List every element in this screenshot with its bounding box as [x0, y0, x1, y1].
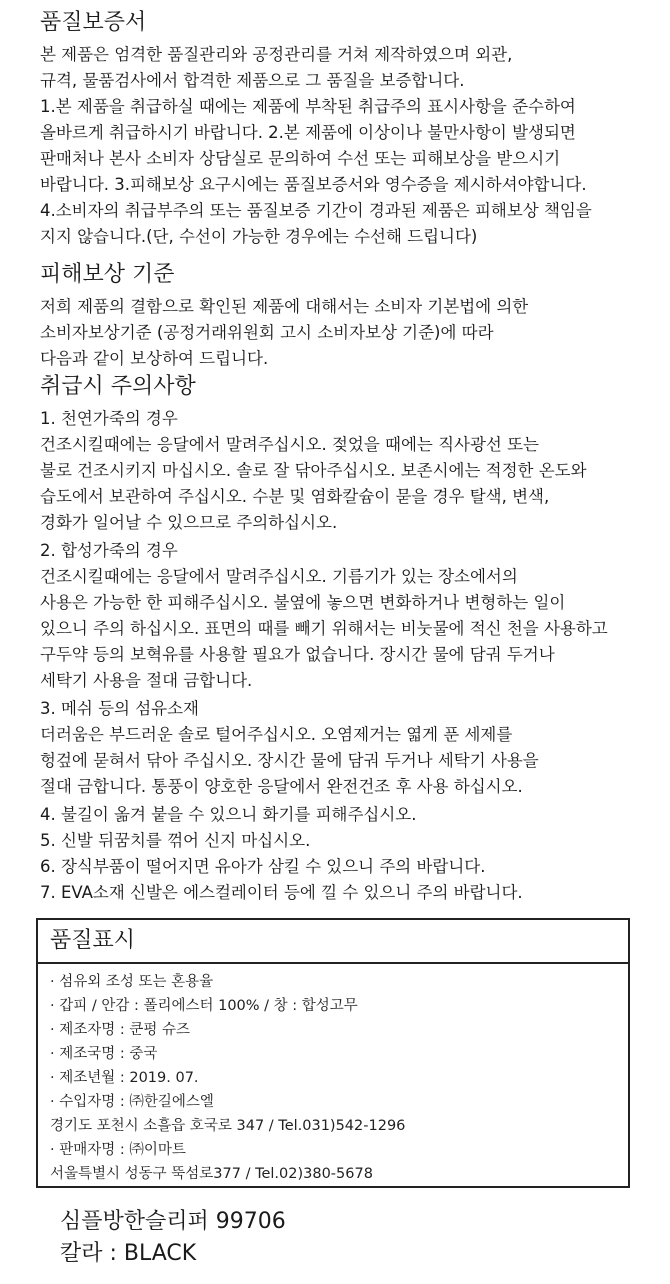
warranty-line: 올바르게 취급하시기 바랍니다. 2.본 제품에 이상이나 불만사항이 발생되면 — [40, 123, 576, 142]
quality-line: · 판매자명 : ㈜이마트 — [50, 1142, 186, 1158]
compensation-title: 피해보상 기준 — [40, 262, 175, 287]
warranty-line: 규격, 물품검사에서 합격한 제품으로 그 품질을 보증합니다. — [40, 71, 465, 90]
warranty-line: 4.소비자의 취급부주의 또는 품질보증 기간이 경과된 제품은 피해보상 책임을 — [40, 201, 592, 220]
warranty-line: 바랍니다. 3.피해보상 요구시에는 품질보증서와 영수증을 제시하셔야합니다. — [40, 175, 587, 194]
fiber-line: 더러움은 부드러운 솔로 털어주십시오. 오염제거는 엷게 푼 세제를 — [40, 725, 513, 744]
leather-line: 경화가 일어날 수 있으므로 주의하십시오. — [40, 513, 338, 532]
quality-line: 서울특별시 성동구 뚝섬로377 / Tel.02)380-5678 — [50, 1166, 373, 1182]
synthetic-line: 구두약 등의 보혁유를 사용할 필요가 없습니다. 장시간 물에 담궈 두거나 — [40, 645, 555, 664]
quality-title: 품질표시 — [50, 928, 136, 953]
fiber-line: 절대 금합니다. 통풍이 양호한 응달에서 완전건조 후 사용 하십시오. — [40, 777, 523, 796]
synthetic-line: 건조시킬때에는 응달에서 말려주십시오. 기름기가 있는 장소에서의 — [40, 567, 518, 586]
fiber-title: 3. 메쉬 등의 섬유소재 — [40, 699, 199, 718]
synthetic-line: 세탁기 사용을 절대 금합니다. — [40, 671, 253, 690]
quality-line: · 제조년월 : 2019. 07. — [50, 1070, 199, 1086]
caution-title: 취급시 주의사항 — [40, 374, 196, 399]
warranty-line: 판매처나 본사 소비자 상담실로 문의하여 수선 또는 피해보상을 받으시기 — [40, 149, 561, 168]
fiber-line: 헝겊에 묻혀서 닦아 주십시오. 장시간 물에 담궈 두거나 세탁기 사용을 — [40, 751, 539, 770]
synthetic-line: 사용은 가능한 한 피해주십시오. 불옆에 놓으면 변화하거나 변형하는 일이 — [40, 593, 566, 612]
quality-line: · 갑피 / 안감 : 폴리에스터 100% / 창 : 합성고무 — [50, 998, 358, 1014]
caution-item: 7. EVA소재 신발은 에스컬레이터 등에 낄 수 있으니 주의 바랍니다. — [40, 883, 523, 902]
caution-item: 4. 불길이 옮겨 붙을 수 있으니 화기를 피해주십시오. — [40, 805, 417, 824]
synthetic-title: 2. 합성가죽의 경우 — [40, 541, 178, 560]
leather-line: 건조시킬때에는 응달에서 말려주십시오. 젖었을 때에는 직사광선 또는 — [40, 435, 539, 454]
product-color: 칼라 : BLACK — [60, 1241, 197, 1266]
quality-line: · 제조자명 : 쿤펑 슈즈 — [50, 1022, 190, 1038]
caution-item: 5. 신발 뒤꿈치를 꺾어 신지 마십시오. — [40, 831, 311, 850]
product-name: 심플방한슬리퍼 99706 — [60, 1209, 286, 1234]
quality-line: · 섬유외 조성 또는 혼용율 — [50, 974, 214, 990]
compensation-line: 다음과 같이 보상하여 드립니다. — [40, 349, 269, 368]
caution-item: 6. 장식부품이 떨어지면 유아가 삼킬 수 있으니 주의 바랍니다. — [40, 857, 486, 876]
warranty-line: 지지 않습니다.(단, 수선이 가능한 경우에는 수선해 드립니다) — [40, 227, 478, 246]
warranty-line: 본 제품은 엄격한 품질관리와 공정관리를 거쳐 제작하였으며 외관, — [40, 45, 513, 64]
leather-title: 1. 천연가죽의 경우 — [40, 409, 178, 428]
quality-title-bar — [38, 920, 628, 964]
quality-label-box — [36, 918, 630, 1188]
warranty-title: 품질보증서 — [40, 10, 147, 35]
quality-line: 경기도 포천시 소흘읍 호국로 347 / Tel.031)542-1296 — [50, 1118, 406, 1134]
leather-line: 습도에서 보관하여 주십시오. 수분 및 염화칼슘이 묻을 경우 탈색, 변색, — [40, 487, 550, 506]
warranty-line: 1.본 제품을 취급하실 때에는 제품에 부착된 취급주의 표시사항을 준수하여 — [40, 97, 576, 116]
leather-line: 불로 건조시키지 마십시오. 솔로 잘 닦아주십시오. 보존시에는 적정한 온도와 — [40, 461, 587, 480]
quality-line: · 제조국명 : 중국 — [50, 1046, 158, 1062]
synthetic-line: 있으니 주의 하십시오. 표면의 때를 빼기 위해서는 비눗물에 적신 천을 사용하고 — [40, 619, 608, 638]
compensation-line: 소비자보상기준 (공정거래위원회 고시 소비자보상 기준)에 따라 — [40, 323, 494, 342]
quality-line: · 수입자명 : ㈜한길에스엘 — [50, 1094, 214, 1110]
compensation-line: 저희 제품의 결함으로 확인된 제품에 대해서는 소비자 기본법에 의한 — [40, 297, 529, 316]
